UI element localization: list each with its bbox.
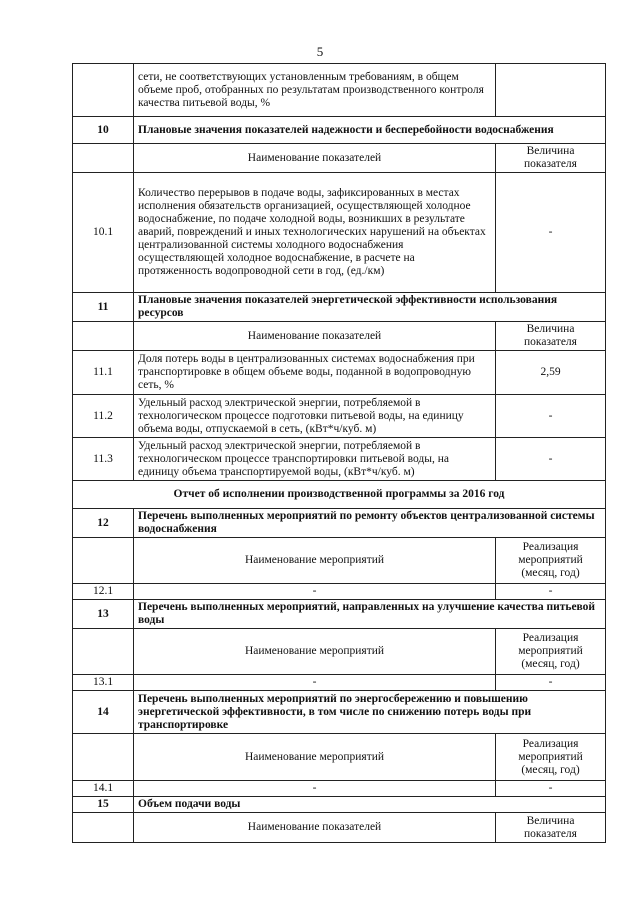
number-cell [73,734,134,781]
row-text: - [134,781,496,797]
name-column-header: Наименование мероприятий [134,734,496,781]
table-row [73,584,606,600]
number-cell [73,813,134,843]
name-column-header: Наименование показателей [134,144,496,173]
section-header-row [73,509,606,538]
name-column-header: Наименование мероприятий [134,538,496,584]
number-cell [73,629,134,675]
row-number: 11.3 [73,438,134,481]
section-number: 13 [73,600,134,629]
section-header-row [73,293,606,322]
section-header-row [73,797,606,813]
section-title: Перечень выполненных мероприятий по ремонту объектов централизованной системы водоснабжения [134,509,606,538]
table-row [73,351,606,395]
table-row [73,438,606,481]
value-column-header: Реализация мероприятий (месяц, год) [496,629,606,675]
column-header-row [73,144,606,173]
number-cell [73,538,134,584]
section-header-row [73,691,606,734]
section-title: Перечень выполненных мероприятий, направленных на улучшение качества питьевой воды [134,600,606,629]
value-column-header: Величина показателя [496,322,606,351]
row-number: 13.1 [73,675,134,691]
row-value: - [496,395,606,438]
row-value: - [496,781,606,797]
table-row [73,64,606,117]
row-value: - [496,438,606,481]
number-cell [73,144,134,173]
column-header-row [73,322,606,351]
row-text: Доля потерь воды в централизованных системах водоснабжения при транспортировке в общем объеме воды, поданной в водопроводную сеть, % [134,351,496,395]
report-title: Отчет об исполнении производственной программы за 2016 год [73,481,606,509]
value-column-header: Реализация мероприятий (месяц, год) [496,538,606,584]
table-row [73,173,606,293]
program-table [72,63,606,843]
table-row [73,395,606,438]
table-row [73,675,606,691]
row-value: - [496,173,606,293]
name-column-header: Наименование мероприятий [134,629,496,675]
value-column-header: Реализация мероприятий (месяц, год) [496,734,606,781]
row-text: Количество перерывов в подаче воды, зафиксированных в местах исполнения обязательств организацией, осуществляющей холодное водоснабжение, по подаче холодной воды, возникших в результате аварий, повреждений и иных технологических нарушений на объектах централизованной системы холодного водоснабжения осуществляющей холодное водоснабжение, в расчете на протяженность водопроводной сети в год, (ед./км) [134,173,496,293]
section-number: 10 [73,117,134,144]
row-value: 2,59 [496,351,606,395]
page-number: 5 [316,44,324,59]
column-header-row [73,734,606,781]
row-number: 14.1 [73,781,134,797]
row-text: - [134,584,496,600]
column-header-row [73,629,606,675]
continued-text: сети, не соответствующих установленным требованиям, в общем объеме проб, отобранных по результатам производственного контроля качества питьевой воды, % [134,64,496,117]
report-title-row [73,481,606,509]
row-number: 11.1 [73,351,134,395]
section-title: Перечень выполненных мероприятий по энергосбережению и повышению энергетической эффективности, в том числе по снижению потерь воды при транспортировке [134,691,606,734]
row-text: Удельный расход электрической энергии, потребляемой в технологическом процессе подготовки питьевой воды, на единицу объема воды, отпускаемой в сеть, (кВт*ч/куб. м) [134,395,496,438]
value-column-header: Величина показателя [496,144,606,173]
section-title: Плановые значения показателей энергетической эффективности использования ресурсов [134,293,606,322]
name-column-header: Наименование показателей [134,322,496,351]
column-header-row [73,538,606,584]
name-column-header: Наименование показателей [134,813,496,843]
section-number: 14 [73,691,134,734]
number-cell [73,322,134,351]
row-number: 12.1 [73,584,134,600]
section-number: 12 [73,509,134,538]
table-row [73,781,606,797]
row-text: - [134,675,496,691]
section-header-row [73,117,606,144]
section-number: 15 [73,797,134,813]
row-number: 10.1 [73,173,134,293]
row-text: Удельный расход электрической энергии, потребляемой в технологическом процессе транспортировки питьевой воды, на единицу объема транспортируемой воды, (кВт*ч/куб. м) [134,438,496,481]
section-number: 11 [73,293,134,322]
column-header-row [73,813,606,843]
value-cell [496,64,606,117]
row-value: - [496,584,606,600]
section-title: Объем подачи воды [134,797,606,813]
value-column-header: Величина показателя [496,813,606,843]
row-value: - [496,675,606,691]
section-title: Плановые значения показателей надежности и бесперебойности водоснабжения [134,117,606,144]
section-header-row [73,600,606,629]
number-cell [73,64,134,117]
row-number: 11.2 [73,395,134,438]
